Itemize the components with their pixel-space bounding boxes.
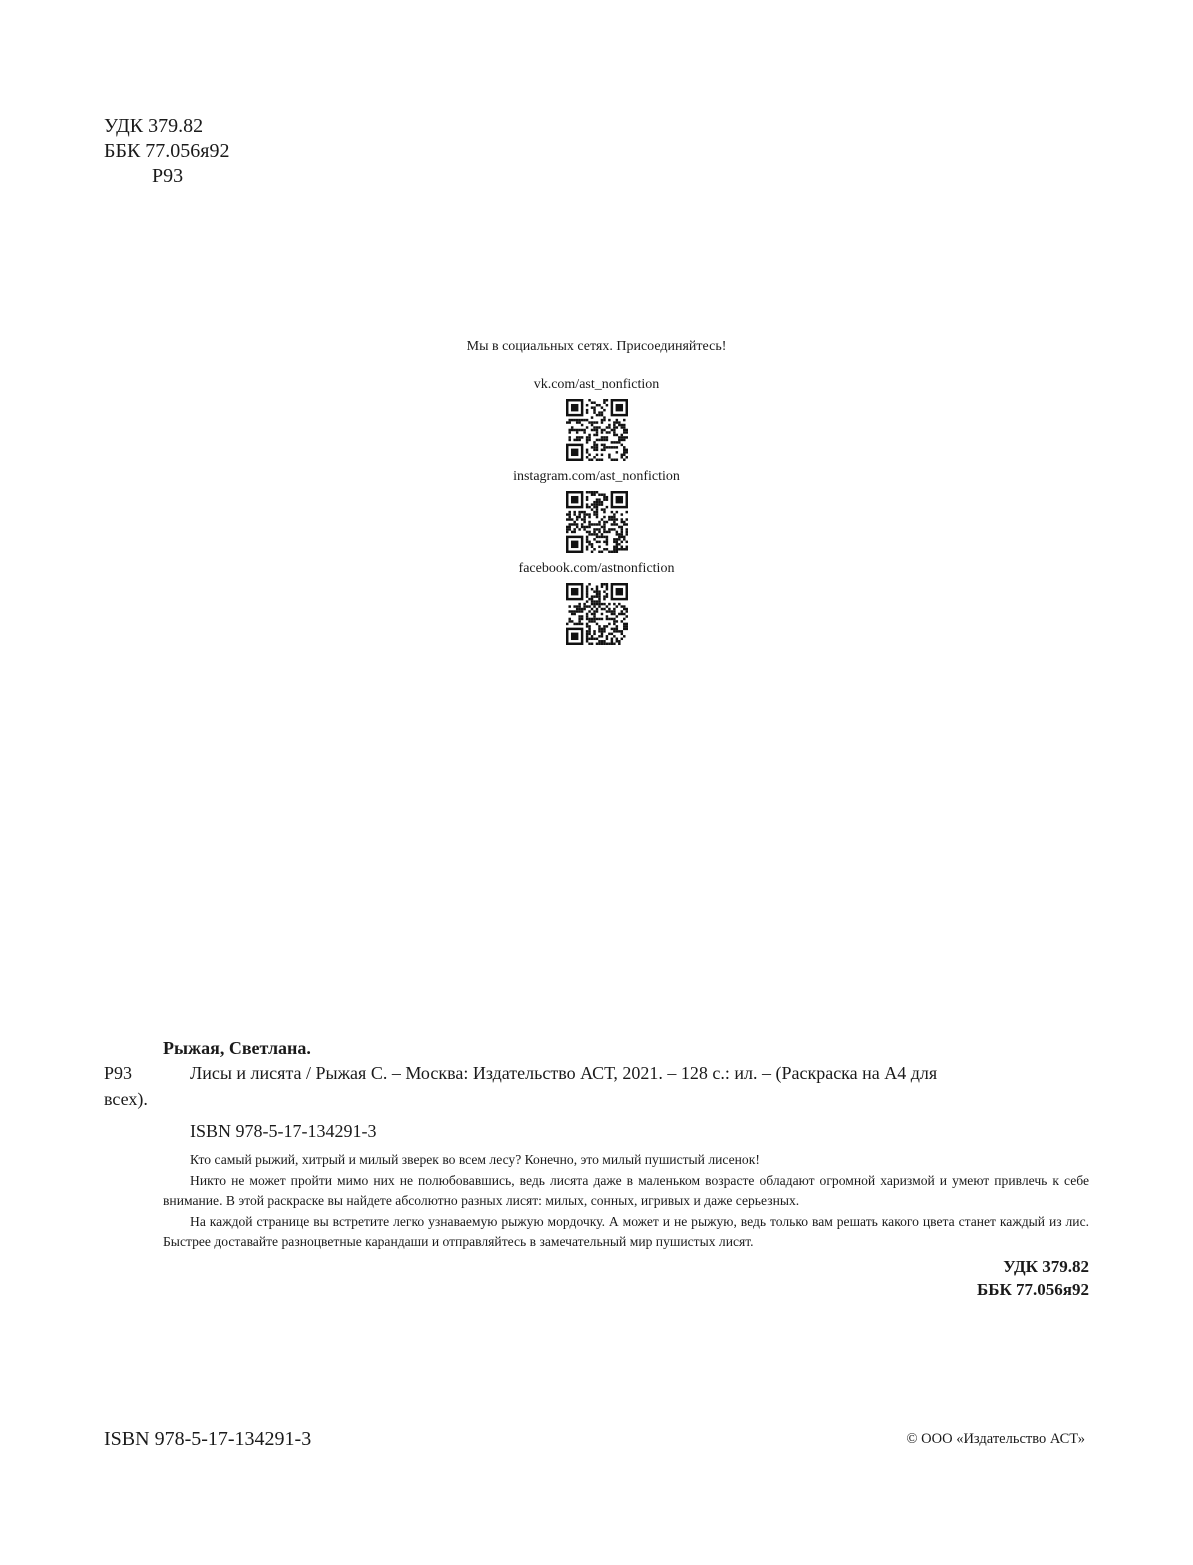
annotation-paragraph: На каждой странице вы встретите легко узнаваемую рыжую мордочку. А может и не рыжую, ведь только вам решать какого цвета станет каждый из лис. Быстрее доставайте разноцветные карандаши и отправляйтесь в замечательный мир пушистых лисят. [163, 1213, 1089, 1249]
udk-code: УДК 379.82 [104, 115, 204, 137]
bibliographic-record [104, 1036, 1089, 1301]
description-row [104, 1060, 1089, 1086]
social-link-vk[interactable]: vk.com/ast_nonfiction [533, 377, 660, 392]
social-link-facebook[interactable]: facebook.com/astnonfiction [518, 561, 675, 576]
description-continuation: всех). [104, 1089, 148, 1109]
footer-isbn: ISBN 978-5-17-134291-3 [104, 1428, 312, 1450]
qr-code-icon[interactable] [566, 491, 628, 553]
description-line: Лисы и лисята / Рыжая С. – Москва: Издательство АСТ, 2021. – 128 с.: ил. – (Раскраска на А4 для [190, 1063, 938, 1083]
record-code: Р93 [104, 1063, 133, 1083]
record-classification [104, 1255, 1089, 1301]
footer-copyright: © ООО «Издательство АСТ» [906, 1431, 1085, 1447]
record-isbn: ISBN 978-5-17-134291-3 [190, 1121, 377, 1141]
annotation-paragraph: Кто самый рыжий, хитрый и милый зверек во всем лесу? Конечно, это милый пушистый лисенок! [190, 1152, 760, 1167]
annotation [163, 1150, 1089, 1253]
author-name: Рыжая, Светлана. [163, 1038, 311, 1058]
qr-code-icon[interactable] [566, 399, 628, 461]
bbk-code: ББК 77.056я92 [104, 140, 230, 162]
social-link-instagram[interactable]: instagram.com/ast_nonfiction [513, 469, 680, 484]
social-heading: Мы в социальных сетях. Присоединяйтесь! [466, 339, 727, 354]
qr-code-icon[interactable] [566, 583, 628, 645]
author-mark: Р93 [152, 165, 184, 187]
classification-block [104, 114, 230, 189]
social-block [0, 336, 1193, 651]
annotation-paragraph: Никто не может пройти мимо них не полюбовавшись, ведь лисята даже в маленьком возрасте обладают огромной харизмой и умеют привлечь к себе внимание. В этой раскраске вы найдете абсолютно разных лисят: милых, сонных, игривых и даже серьезных. [163, 1172, 1089, 1208]
record-bbk: ББК 77.056я92 [976, 1279, 1089, 1299]
record-udk: УДК 379.82 [1003, 1256, 1089, 1276]
